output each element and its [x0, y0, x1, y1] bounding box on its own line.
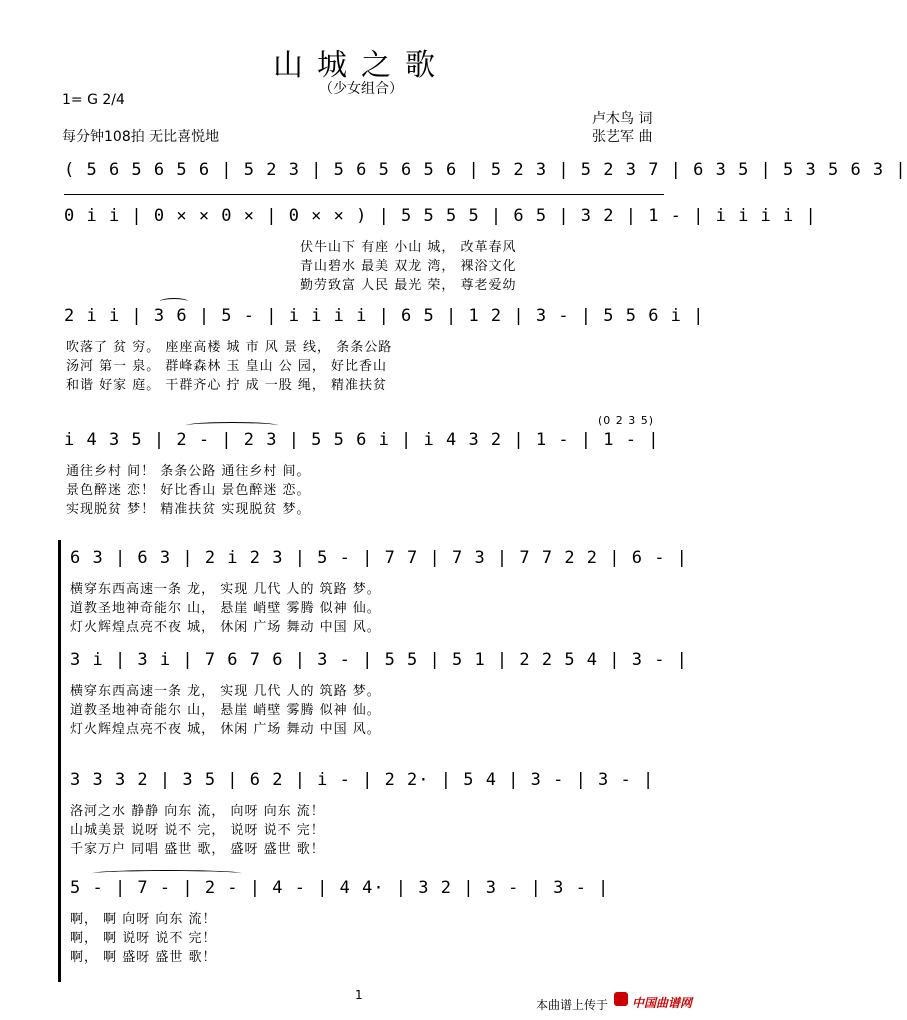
- score-row-2-notes: 0 i i | 0 × × 0 × | 0 × × ) | 5 5 5 5 | 6 5 | 3 2 | 1 - | i i i i |: [64, 206, 817, 226]
- song-subtitle: （少女组合）: [319, 81, 403, 97]
- score-row-2-lyric-3: 勤劳致富 人民 最光 荣， 尊老爱幼: [300, 278, 517, 293]
- tempo-marking: 每分钟108拍 无比喜悦地: [62, 129, 220, 145]
- score-row-4-lyric-2: 景色醉迷 恋！ 好比香山 景色醉迷 恋。: [66, 483, 311, 498]
- page-number: 1: [355, 988, 363, 1002]
- score-row-7-lyric-3: 千家万户 同唱 盛世 歌， 盛呀 盛世 歌！: [70, 842, 325, 857]
- score-row-2-lyric-2: 青山碧水 最美 双龙 湾， 裸浴文化: [300, 259, 517, 274]
- upload-note: 本曲谱上传于: [536, 998, 609, 1012]
- score-row-6-lyric-1: 横穿东西高速一条 龙， 实现 几代 人的 筑路 梦。: [70, 684, 381, 699]
- score-row-4-lyric-3: 实现脱贫 梦！ 精准扶贫 实现脱贫 梦。: [66, 502, 311, 517]
- site-logo-icon: [614, 992, 628, 1006]
- score-row-5-notes: 6 3 | 6 3 | 2 i 2 3 | 5 - | 7 7 | 7 3 | 7 7 2 2 | 6 - |: [70, 548, 688, 568]
- score-row-6-lyric-2: 道教圣地神奇能尔 山， 悬崖 峭壁 雾腾 似神 仙。: [70, 703, 381, 718]
- site-name: 中国曲谱网: [632, 996, 693, 1010]
- score-row-8-lyric-1: 啊， 啊 向呀 向东 流！: [70, 912, 217, 927]
- score-row-3-lyric-1: 吹落了 贫 穷。 座座高楼 城 市 风 景 线， 条条公路: [66, 340, 393, 355]
- song-title: 山城之歌: [273, 48, 449, 83]
- system-bracket-2: [58, 762, 61, 982]
- score-row-8-notes: 5 - | 7 - | 2 - | 4 - | 4 4· | 3 2 | 3 - | 3 - |: [70, 878, 610, 898]
- score-row-5-lyric-3: 灯火辉煌点亮不夜 城， 休闲 广场 舞动 中国 风。: [70, 620, 381, 635]
- system-bracket-1: [58, 540, 61, 770]
- score-row-5-lyric-1: 横穿东西高速一条 龙， 实现 几代 人的 筑路 梦。: [70, 582, 381, 597]
- score-row-3-notes: 2 i i | 3 6 | 5 - | i i i i | 6 5 | 1 2 | 3 - | 5 5 6 i |: [64, 306, 705, 326]
- score-row-7-notes: 3 3 3 2 | 3 5 | 6 2 | i - | 2 2· | 5 4 | 3 - | 3 - |: [70, 770, 655, 790]
- score-row-7-lyric-2: 山城美景 说呀 说不 完， 说呀 说不 完！: [70, 823, 325, 838]
- score-row-1-notes: ( 5 6 5 6 5 6 | 5 2 3 | 5 6 5 6 5 6 | 5 2 3 | 5 2 3 7 | 6 3 5 | 5 3 5 6 3 |: [64, 160, 907, 180]
- score-row-7-lyric-1: 洛河之水 静静 向东 流， 向呀 向东 流！: [70, 804, 325, 819]
- lyricist-credit: 卢木鸟 词: [592, 111, 653, 127]
- score-row-6-lyric-3: 灯火辉煌点亮不夜 城， 休闲 广场 舞动 中国 风。: [70, 722, 381, 737]
- score-row-4-notes: i 4 3 5 | 2 - | 2 3 | 5 5 6 i | i 4 3 2 | 1 - | 1 - |: [64, 430, 660, 450]
- key-signature: 1= G 2/4: [62, 92, 125, 108]
- composer-credit: 张艺军 曲: [592, 129, 653, 145]
- score-row-3-lyric-2: 汤河 第一 泉。 群峰森林 玉 皇山 公 园， 好比香山: [66, 359, 388, 374]
- score-row-6-notes: 3 i | 3 i | 7 6 7 6 | 3 - | 5 5 | 5 1 | 2 2 5 4 | 3 - |: [70, 650, 688, 670]
- score-row-8-lyric-2: 啊， 啊 说呀 说不 完！: [70, 931, 217, 946]
- score-row-8-lyric-3: 啊， 啊 盛呀 盛世 歌！: [70, 950, 217, 965]
- score-row-4-lyric-1: 通往乡村 间！ 条条公路 通往乡村 间。: [66, 464, 311, 479]
- pickup-notes: (0 2 3 5): [598, 414, 655, 427]
- score-row-5-lyric-2: 道教圣地神奇能尔 山， 悬崖 峭壁 雾腾 似神 仙。: [70, 601, 381, 616]
- score-row-3-lyric-3: 和谐 好家 庭。 干群齐心 拧 成 一股 绳， 精准扶贫: [66, 378, 388, 393]
- score-row-2-lyric-1: 伏牛山下 有座 小山 城， 改革春风: [300, 240, 517, 255]
